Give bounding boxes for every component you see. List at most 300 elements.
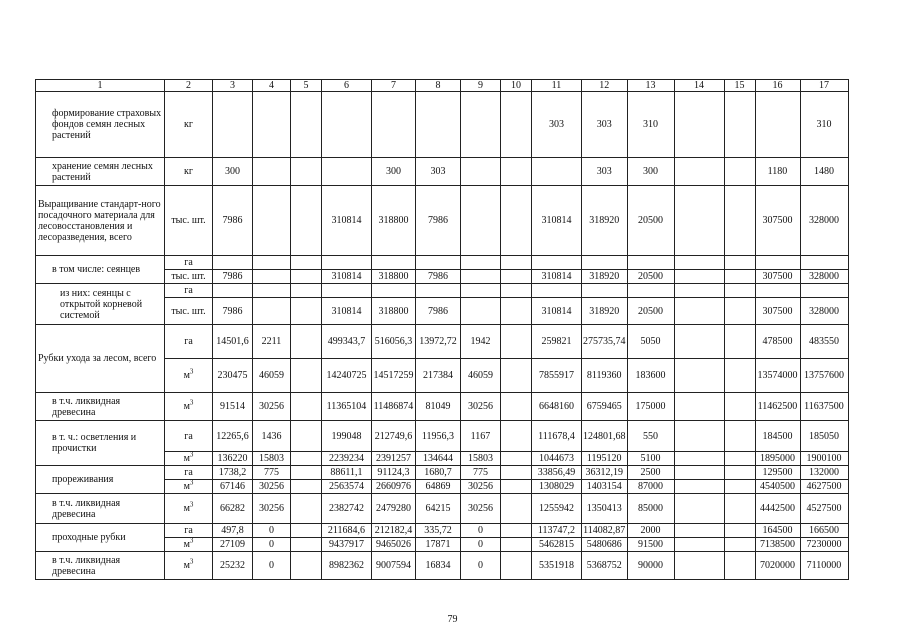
value-cell <box>755 284 800 298</box>
value-cell <box>674 270 724 284</box>
value-cell: 0 <box>461 538 501 552</box>
value-cell <box>674 524 724 538</box>
table-row <box>36 466 849 480</box>
value-cell: 46059 <box>461 359 501 393</box>
unit-cell: тыс. шт. <box>165 270 213 284</box>
column-header: 8 <box>416 80 461 92</box>
value-cell: 27109 <box>213 538 253 552</box>
value-cell <box>674 552 724 580</box>
column-header: 1 <box>36 80 165 92</box>
value-cell: 775 <box>461 466 501 480</box>
value-cell: 9007594 <box>372 552 416 580</box>
value-cell <box>461 256 501 270</box>
value-cell <box>724 186 755 256</box>
table-row <box>36 92 849 158</box>
value-cell <box>213 284 253 298</box>
column-header: 2 <box>165 80 213 92</box>
unit-cell: кг <box>165 158 213 186</box>
value-cell: 303 <box>582 158 628 186</box>
value-cell: 20500 <box>627 186 674 256</box>
unit-cell: га <box>165 421 213 452</box>
value-cell: 124801,68 <box>582 421 628 452</box>
value-cell: 33856,49 <box>532 466 582 480</box>
value-cell: 328000 <box>800 298 848 325</box>
value-cell <box>253 298 291 325</box>
header-row <box>36 80 849 92</box>
value-cell: 483550 <box>800 325 848 359</box>
value-cell: 88611,1 <box>322 466 372 480</box>
value-cell: 7986 <box>213 298 253 325</box>
value-cell: 64869 <box>416 480 461 494</box>
value-cell: 136220 <box>213 452 253 466</box>
value-cell: 310 <box>627 92 674 158</box>
column-header: 11 <box>532 80 582 92</box>
table-row <box>36 158 849 186</box>
value-cell: 13757600 <box>800 359 848 393</box>
row-label: из них: сеянцы с открытой корневой системой <box>36 284 165 325</box>
value-cell: 36312,19 <box>582 466 628 480</box>
value-cell: 6648160 <box>532 393 582 421</box>
value-cell: 310814 <box>532 270 582 284</box>
value-cell <box>291 524 322 538</box>
value-cell: 175000 <box>627 393 674 421</box>
table-row <box>36 393 849 421</box>
value-cell: 113747,2 <box>532 524 582 538</box>
value-cell <box>724 92 755 158</box>
table-row <box>36 421 849 452</box>
value-cell <box>501 186 532 256</box>
value-cell <box>501 359 532 393</box>
value-cell: 318800 <box>372 270 416 284</box>
value-cell <box>501 494 532 524</box>
value-cell: 166500 <box>800 524 848 538</box>
column-header: 3 <box>213 80 253 92</box>
row-label: в т.ч. ликвидная древесина <box>36 393 165 421</box>
unit-cell: $м^3$ <box>165 480 213 494</box>
value-cell: 217384 <box>416 359 461 393</box>
value-cell: 11956,3 <box>416 421 461 452</box>
value-cell <box>582 256 628 270</box>
value-cell: 300 <box>372 158 416 186</box>
row-label: Выращивание стандарт-ного посадочного материала для лесовосстановления и лесоразведения, всего <box>36 186 165 256</box>
value-cell <box>291 494 322 524</box>
column-header: 4 <box>253 80 291 92</box>
value-cell: 303 <box>532 92 582 158</box>
value-cell <box>724 359 755 393</box>
value-cell: 5351918 <box>532 552 582 580</box>
value-cell: 1942 <box>461 325 501 359</box>
value-cell: 11462500 <box>755 393 800 421</box>
value-cell: 497,8 <box>213 524 253 538</box>
value-cell: 2500 <box>627 466 674 480</box>
value-cell: 199048 <box>322 421 372 452</box>
value-cell: 335,72 <box>416 524 461 538</box>
value-cell: 25232 <box>213 552 253 580</box>
value-cell <box>501 421 532 452</box>
value-cell: 66282 <box>213 494 253 524</box>
value-cell <box>291 270 322 284</box>
value-cell <box>291 186 322 256</box>
value-cell <box>291 538 322 552</box>
value-cell: 310814 <box>322 270 372 284</box>
value-cell <box>253 158 291 186</box>
value-cell <box>291 92 322 158</box>
value-cell: 129500 <box>755 466 800 480</box>
value-cell <box>461 298 501 325</box>
value-cell <box>724 284 755 298</box>
value-cell: 184500 <box>755 421 800 452</box>
value-cell: 1180 <box>755 158 800 186</box>
value-cell <box>674 480 724 494</box>
column-header: 15 <box>724 80 755 92</box>
value-cell: 1195120 <box>582 452 628 466</box>
unit-cell: га <box>165 524 213 538</box>
value-cell <box>501 480 532 494</box>
value-cell <box>291 421 322 452</box>
value-cell: 5462815 <box>532 538 582 552</box>
value-cell <box>724 256 755 270</box>
value-cell <box>724 298 755 325</box>
value-cell: 1403154 <box>582 480 628 494</box>
value-cell: 134644 <box>416 452 461 466</box>
row-label: проходные рубки <box>36 524 165 552</box>
value-cell <box>372 284 416 298</box>
unit-cell: кг <box>165 92 213 158</box>
unit-cell: тыс. шт. <box>165 298 213 325</box>
value-cell: 499343,7 <box>322 325 372 359</box>
value-cell: 1044673 <box>532 452 582 466</box>
value-cell <box>253 186 291 256</box>
value-cell <box>724 452 755 466</box>
unit-cell: $м^3$ <box>165 393 213 421</box>
value-cell <box>501 158 532 186</box>
value-cell: 2000 <box>627 524 674 538</box>
column-header: 5 <box>291 80 322 92</box>
value-cell: 9437917 <box>322 538 372 552</box>
value-cell <box>674 359 724 393</box>
value-cell <box>674 298 724 325</box>
value-cell: 20500 <box>627 270 674 284</box>
table-body <box>36 80 849 580</box>
value-cell: 307500 <box>755 270 800 284</box>
value-cell <box>724 466 755 480</box>
value-cell: 7020000 <box>755 552 800 580</box>
value-cell: 5480686 <box>582 538 628 552</box>
value-cell <box>674 421 724 452</box>
value-cell <box>372 92 416 158</box>
table-row <box>36 524 849 538</box>
value-cell: 7110000 <box>800 552 848 580</box>
value-cell: 7986 <box>416 298 461 325</box>
value-cell: 15803 <box>461 452 501 466</box>
value-cell <box>291 452 322 466</box>
value-cell: 211684,6 <box>322 524 372 538</box>
value-cell: 775 <box>253 466 291 480</box>
value-cell: 310814 <box>532 186 582 256</box>
value-cell: 15803 <box>253 452 291 466</box>
column-header: 12 <box>582 80 628 92</box>
value-cell <box>724 393 755 421</box>
table-row <box>36 325 849 359</box>
value-cell: 2211 <box>253 325 291 359</box>
value-cell: 7986 <box>416 186 461 256</box>
value-cell: 4627500 <box>800 480 848 494</box>
value-cell: 4527500 <box>800 494 848 524</box>
value-cell <box>724 524 755 538</box>
value-cell: 1680,7 <box>416 466 461 480</box>
value-cell: 0 <box>461 552 501 580</box>
value-cell: 1436 <box>253 421 291 452</box>
value-cell: 20500 <box>627 298 674 325</box>
value-cell <box>724 270 755 284</box>
column-header: 7 <box>372 80 416 92</box>
row-label: прореживания <box>36 466 165 494</box>
value-cell <box>532 158 582 186</box>
value-cell <box>461 186 501 256</box>
column-header: 6 <box>322 80 372 92</box>
column-header: 10 <box>501 80 532 92</box>
value-cell <box>724 480 755 494</box>
value-cell <box>532 284 582 298</box>
value-cell <box>532 256 582 270</box>
value-cell <box>800 256 848 270</box>
value-cell <box>501 452 532 466</box>
value-cell <box>501 524 532 538</box>
value-cell: 230475 <box>213 359 253 393</box>
value-cell: 17871 <box>416 538 461 552</box>
table-row <box>36 186 849 256</box>
value-cell: 318920 <box>582 270 628 284</box>
value-cell: 516056,3 <box>372 325 416 359</box>
value-cell: 4540500 <box>755 480 800 494</box>
value-cell: 1255942 <box>532 494 582 524</box>
table-row <box>36 284 849 298</box>
value-cell <box>674 538 724 552</box>
value-cell: 328000 <box>800 270 848 284</box>
unit-cell: $м^3$ <box>165 538 213 552</box>
value-cell: 2563574 <box>322 480 372 494</box>
value-cell <box>724 538 755 552</box>
row-label: в т. ч.: осветления и прочистки <box>36 421 165 466</box>
column-header: 16 <box>755 80 800 92</box>
value-cell: 2479280 <box>372 494 416 524</box>
value-cell: 7138500 <box>755 538 800 552</box>
value-cell: 307500 <box>755 186 800 256</box>
page-number: 79 <box>447 614 458 625</box>
data-table <box>35 79 849 580</box>
value-cell <box>674 158 724 186</box>
value-cell: 5050 <box>627 325 674 359</box>
value-cell: 81049 <box>416 393 461 421</box>
unit-cell: $м^3$ <box>165 494 213 524</box>
value-cell: 550 <box>627 421 674 452</box>
value-cell: 310814 <box>322 298 372 325</box>
table-row <box>36 256 849 270</box>
value-cell: 30256 <box>461 494 501 524</box>
row-label: Рубки ухода за лесом, всего <box>36 325 165 393</box>
value-cell <box>253 256 291 270</box>
value-cell: 90000 <box>627 552 674 580</box>
value-cell <box>627 284 674 298</box>
value-cell <box>627 256 674 270</box>
value-cell: 7230000 <box>800 538 848 552</box>
value-cell <box>501 325 532 359</box>
value-cell: 132000 <box>800 466 848 480</box>
value-cell: 30256 <box>461 393 501 421</box>
value-cell <box>322 284 372 298</box>
value-cell: 2382742 <box>322 494 372 524</box>
value-cell: 300 <box>213 158 253 186</box>
value-cell: 11365104 <box>322 393 372 421</box>
unit-cell: га <box>165 284 213 298</box>
value-cell <box>461 284 501 298</box>
value-cell <box>461 92 501 158</box>
value-cell: 318920 <box>582 186 628 256</box>
value-cell: 7986 <box>213 186 253 256</box>
value-cell: 111678,4 <box>532 421 582 452</box>
value-cell: 310814 <box>322 186 372 256</box>
value-cell <box>674 466 724 480</box>
value-cell <box>755 92 800 158</box>
value-cell: 318800 <box>372 298 416 325</box>
value-cell: 212749,6 <box>372 421 416 452</box>
value-cell: 1895000 <box>755 452 800 466</box>
value-cell: 183600 <box>627 359 674 393</box>
value-cell <box>674 393 724 421</box>
value-cell <box>461 158 501 186</box>
value-cell: 5100 <box>627 452 674 466</box>
value-cell: 164500 <box>755 524 800 538</box>
value-cell: 303 <box>582 92 628 158</box>
value-cell <box>501 270 532 284</box>
unit-cell: $м^3$ <box>165 452 213 466</box>
unit-cell: га <box>165 466 213 480</box>
value-cell: 300 <box>627 158 674 186</box>
value-cell: 2660976 <box>372 480 416 494</box>
value-cell: 13574000 <box>755 359 800 393</box>
value-cell <box>322 256 372 270</box>
value-cell <box>674 452 724 466</box>
value-cell <box>674 92 724 158</box>
value-cell <box>291 158 322 186</box>
value-cell: 1900100 <box>800 452 848 466</box>
value-cell: 1738,2 <box>213 466 253 480</box>
value-cell: 318920 <box>582 298 628 325</box>
value-cell: 91124,3 <box>372 466 416 480</box>
value-cell <box>674 186 724 256</box>
value-cell <box>724 325 755 359</box>
row-label: формирование страховых фондов семян лесных растений <box>36 92 165 158</box>
value-cell: 275735,74 <box>582 325 628 359</box>
value-cell: 1167 <box>461 421 501 452</box>
column-header: 17 <box>800 80 848 92</box>
value-cell: 30256 <box>253 480 291 494</box>
value-cell <box>501 284 532 298</box>
value-cell: 30256 <box>253 393 291 421</box>
row-label: в том числе: сеянцев <box>36 256 165 284</box>
value-cell <box>501 552 532 580</box>
value-cell <box>582 284 628 298</box>
value-cell: 0 <box>253 538 291 552</box>
value-cell: 0 <box>253 524 291 538</box>
column-header: 9 <box>461 80 501 92</box>
value-cell: 310814 <box>532 298 582 325</box>
value-cell <box>253 270 291 284</box>
value-cell <box>724 552 755 580</box>
value-cell <box>755 256 800 270</box>
value-cell: 6759465 <box>582 393 628 421</box>
value-cell <box>291 393 322 421</box>
value-cell <box>724 494 755 524</box>
value-cell: 303 <box>416 158 461 186</box>
value-cell <box>501 298 532 325</box>
value-cell: 64215 <box>416 494 461 524</box>
value-cell <box>501 538 532 552</box>
value-cell <box>291 256 322 270</box>
value-cell <box>501 92 532 158</box>
value-cell: 0 <box>253 552 291 580</box>
value-cell <box>800 284 848 298</box>
value-cell <box>291 284 322 298</box>
table-row <box>36 552 849 580</box>
value-cell <box>291 466 322 480</box>
value-cell: 478500 <box>755 325 800 359</box>
value-cell: 7855917 <box>532 359 582 393</box>
value-cell: 91514 <box>213 393 253 421</box>
value-cell: 16834 <box>416 552 461 580</box>
value-cell <box>416 256 461 270</box>
value-cell: 307500 <box>755 298 800 325</box>
value-cell <box>674 494 724 524</box>
value-cell: 328000 <box>800 186 848 256</box>
unit-cell: $м^3$ <box>165 552 213 580</box>
value-cell <box>416 92 461 158</box>
column-header: 13 <box>627 80 674 92</box>
row-label: хранение семян лесных растений <box>36 158 165 186</box>
value-cell <box>291 325 322 359</box>
value-cell: 2391257 <box>372 452 416 466</box>
value-cell: 14240725 <box>322 359 372 393</box>
value-cell: 2239234 <box>322 452 372 466</box>
value-cell: 14517259 <box>372 359 416 393</box>
value-cell <box>291 480 322 494</box>
value-cell: 310 <box>800 92 848 158</box>
value-cell <box>322 92 372 158</box>
unit-cell: $м^3$ <box>165 359 213 393</box>
table-row <box>36 494 849 524</box>
value-cell: 5368752 <box>582 552 628 580</box>
value-cell: 7986 <box>416 270 461 284</box>
value-cell: 12265,6 <box>213 421 253 452</box>
value-cell <box>213 92 253 158</box>
value-cell <box>372 256 416 270</box>
value-cell <box>674 284 724 298</box>
value-cell <box>253 284 291 298</box>
value-cell: 9465026 <box>372 538 416 552</box>
value-cell: 7986 <box>213 270 253 284</box>
unit-cell: тыс. шт. <box>165 186 213 256</box>
value-cell <box>724 158 755 186</box>
value-cell <box>674 325 724 359</box>
value-cell <box>253 92 291 158</box>
value-cell: 114082,87 <box>583 525 626 536</box>
value-cell <box>291 552 322 580</box>
value-cell: 1480 <box>800 158 848 186</box>
value-cell: 4442500 <box>755 494 800 524</box>
value-cell <box>213 256 253 270</box>
value-cell <box>501 256 532 270</box>
value-cell: 46059 <box>253 359 291 393</box>
